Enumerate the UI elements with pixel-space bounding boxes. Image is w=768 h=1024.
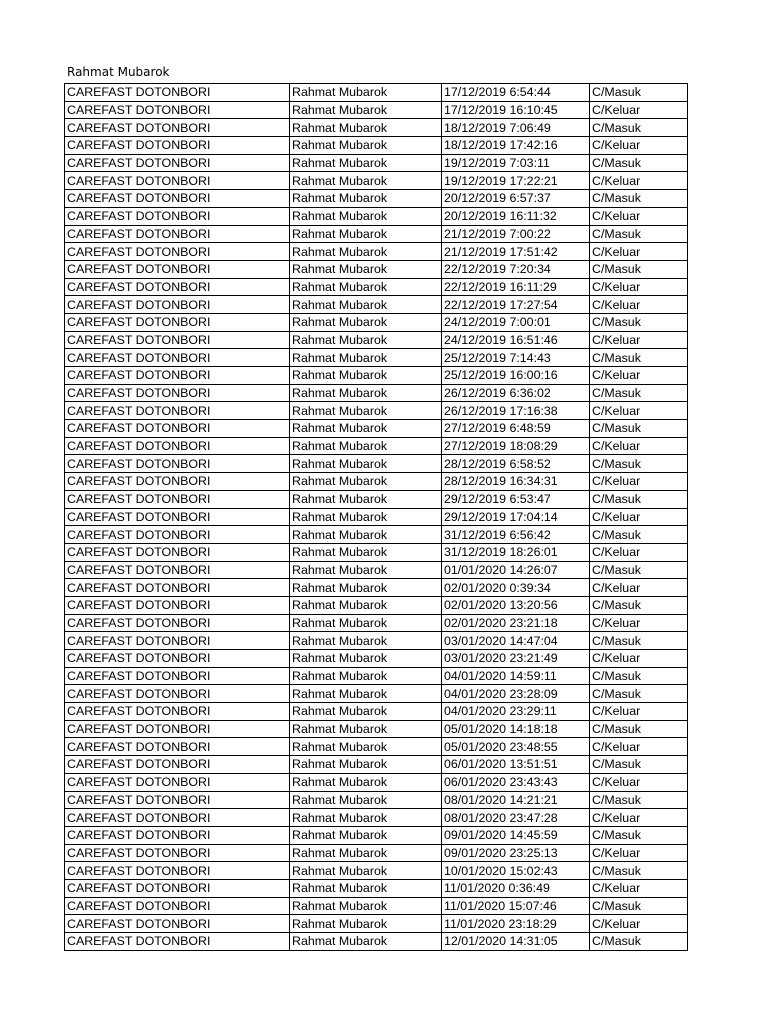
timestamp-cell: 28/12/2019 16:34:31 <box>442 473 590 491</box>
status-cell: C/Masuk <box>590 420 688 438</box>
status-cell: C/Keluar <box>590 243 688 261</box>
employee-cell: Rahmat Mubarok <box>290 349 442 367</box>
status-cell: C/Keluar <box>590 844 688 862</box>
table-row <box>65 490 688 508</box>
timestamp-cell: 25/12/2019 16:00:16 <box>442 367 590 385</box>
site-cell: CAREFAST DOTONBORI <box>65 137 290 155</box>
site-cell: CAREFAST DOTONBORI <box>65 278 290 296</box>
site-cell: CAREFAST DOTONBORI <box>65 826 290 844</box>
employee-cell: Rahmat Mubarok <box>290 313 442 331</box>
site-cell: CAREFAST DOTONBORI <box>65 455 290 473</box>
status-cell: C/Keluar <box>590 101 688 119</box>
timestamp-cell: 10/01/2020 15:02:43 <box>442 862 590 880</box>
site-cell: CAREFAST DOTONBORI <box>65 650 290 668</box>
status-cell: C/Masuk <box>590 596 688 614</box>
employee-cell: Rahmat Mubarok <box>290 260 442 278</box>
employee-cell: Rahmat Mubarok <box>290 154 442 172</box>
table-row <box>65 260 688 278</box>
employee-cell: Rahmat Mubarok <box>290 384 442 402</box>
site-cell: CAREFAST DOTONBORI <box>65 437 290 455</box>
timestamp-cell: 05/01/2020 23:48:55 <box>442 738 590 756</box>
timestamp-cell: 29/12/2019 6:53:47 <box>442 490 590 508</box>
table-row <box>65 933 688 951</box>
table-row <box>65 137 688 155</box>
table-row <box>65 703 688 721</box>
employee-cell: Rahmat Mubarok <box>290 738 442 756</box>
employee-cell: Rahmat Mubarok <box>290 526 442 544</box>
table-row <box>65 420 688 438</box>
site-cell: CAREFAST DOTONBORI <box>65 225 290 243</box>
site-cell: CAREFAST DOTONBORI <box>65 738 290 756</box>
timestamp-cell: 02/01/2020 13:20:56 <box>442 596 590 614</box>
employee-cell: Rahmat Mubarok <box>290 703 442 721</box>
employee-cell: Rahmat Mubarok <box>290 296 442 314</box>
status-cell: C/Masuk <box>590 119 688 137</box>
timestamp-cell: 09/01/2020 23:25:13 <box>442 844 590 862</box>
status-cell: C/Keluar <box>590 614 688 632</box>
table-row <box>65 437 688 455</box>
status-cell: C/Keluar <box>590 473 688 491</box>
site-cell: CAREFAST DOTONBORI <box>65 490 290 508</box>
status-cell: C/Masuk <box>590 826 688 844</box>
timestamp-cell: 31/12/2019 18:26:01 <box>442 543 590 561</box>
employee-cell: Rahmat Mubarok <box>290 437 442 455</box>
timestamp-cell: 03/01/2020 14:47:04 <box>442 632 590 650</box>
timestamp-cell: 04/01/2020 14:59:11 <box>442 667 590 685</box>
timestamp-cell: 22/12/2019 7:20:34 <box>442 260 590 278</box>
table-row <box>65 119 688 137</box>
employee-cell: Rahmat Mubarok <box>290 933 442 951</box>
site-cell: CAREFAST DOTONBORI <box>65 402 290 420</box>
employee-cell: Rahmat Mubarok <box>290 207 442 225</box>
status-cell: C/Masuk <box>590 897 688 915</box>
site-cell: CAREFAST DOTONBORI <box>65 367 290 385</box>
table-row <box>65 720 688 738</box>
employee-cell: Rahmat Mubarok <box>290 402 442 420</box>
table-row <box>65 455 688 473</box>
timestamp-cell: 18/12/2019 7:06:49 <box>442 119 590 137</box>
site-cell: CAREFAST DOTONBORI <box>65 84 290 102</box>
status-cell: C/Keluar <box>590 915 688 933</box>
table-row <box>65 862 688 880</box>
site-cell: CAREFAST DOTONBORI <box>65 526 290 544</box>
timestamp-cell: 22/12/2019 16:11:29 <box>442 278 590 296</box>
site-cell: CAREFAST DOTONBORI <box>65 791 290 809</box>
timestamp-cell: 20/12/2019 16:11:32 <box>442 207 590 225</box>
table-row <box>65 473 688 491</box>
site-cell: CAREFAST DOTONBORI <box>65 809 290 827</box>
employee-cell: Rahmat Mubarok <box>290 862 442 880</box>
timestamp-cell: 24/12/2019 7:00:01 <box>442 313 590 331</box>
site-cell: CAREFAST DOTONBORI <box>65 190 290 208</box>
timestamp-cell: 08/01/2020 23:47:28 <box>442 809 590 827</box>
employee-cell: Rahmat Mubarok <box>290 367 442 385</box>
site-cell: CAREFAST DOTONBORI <box>65 720 290 738</box>
employee-cell: Rahmat Mubarok <box>290 190 442 208</box>
site-cell: CAREFAST DOTONBORI <box>65 756 290 774</box>
status-cell: C/Keluar <box>590 437 688 455</box>
site-cell: CAREFAST DOTONBORI <box>65 773 290 791</box>
status-cell: C/Keluar <box>590 879 688 897</box>
table-row <box>65 225 688 243</box>
employee-cell: Rahmat Mubarok <box>290 809 442 827</box>
timestamp-cell: 11/01/2020 23:18:29 <box>442 915 590 933</box>
timestamp-cell: 19/12/2019 7:03:11 <box>442 154 590 172</box>
site-cell: CAREFAST DOTONBORI <box>65 879 290 897</box>
site-cell: CAREFAST DOTONBORI <box>65 561 290 579</box>
status-cell: C/Masuk <box>590 756 688 774</box>
table-row <box>65 897 688 915</box>
timestamp-cell: 03/01/2020 23:21:49 <box>442 650 590 668</box>
employee-cell: Rahmat Mubarok <box>290 844 442 862</box>
site-cell: CAREFAST DOTONBORI <box>65 543 290 561</box>
status-cell: C/Masuk <box>590 225 688 243</box>
table-row <box>65 101 688 119</box>
table-row <box>65 84 688 102</box>
status-cell: C/Masuk <box>590 384 688 402</box>
table-row <box>65 738 688 756</box>
site-cell: CAREFAST DOTONBORI <box>65 667 290 685</box>
employee-cell: Rahmat Mubarok <box>290 685 442 703</box>
employee-cell: Rahmat Mubarok <box>290 879 442 897</box>
table-row <box>65 614 688 632</box>
timestamp-cell: 09/01/2020 14:45:59 <box>442 826 590 844</box>
table-row <box>65 685 688 703</box>
site-cell: CAREFAST DOTONBORI <box>65 596 290 614</box>
table-row <box>65 667 688 685</box>
table-row <box>65 278 688 296</box>
table-row <box>65 190 688 208</box>
status-cell: C/Keluar <box>590 331 688 349</box>
employee-cell: Rahmat Mubarok <box>290 473 442 491</box>
timestamp-cell: 04/01/2020 23:28:09 <box>442 685 590 703</box>
employee-cell: Rahmat Mubarok <box>290 331 442 349</box>
status-cell: C/Keluar <box>590 508 688 526</box>
status-cell: C/Masuk <box>590 862 688 880</box>
status-cell: C/Keluar <box>590 773 688 791</box>
status-cell: C/Masuk <box>590 190 688 208</box>
site-cell: CAREFAST DOTONBORI <box>65 207 290 225</box>
employee-cell: Rahmat Mubarok <box>290 579 442 597</box>
employee-cell: Rahmat Mubarok <box>290 420 442 438</box>
timestamp-cell: 27/12/2019 6:48:59 <box>442 420 590 438</box>
employee-cell: Rahmat Mubarok <box>290 614 442 632</box>
timestamp-cell: 29/12/2019 17:04:14 <box>442 508 590 526</box>
attendance-table <box>64 83 688 951</box>
table-row <box>65 826 688 844</box>
status-cell: C/Masuk <box>590 526 688 544</box>
employee-cell: Rahmat Mubarok <box>290 561 442 579</box>
timestamp-cell: 26/12/2019 17:16:38 <box>442 402 590 420</box>
table-row <box>65 367 688 385</box>
employee-cell: Rahmat Mubarok <box>290 650 442 668</box>
status-cell: C/Keluar <box>590 367 688 385</box>
table-row <box>65 844 688 862</box>
employee-cell: Rahmat Mubarok <box>290 243 442 261</box>
employee-cell: Rahmat Mubarok <box>290 172 442 190</box>
status-cell: C/Masuk <box>590 154 688 172</box>
site-cell: CAREFAST DOTONBORI <box>65 685 290 703</box>
site-cell: CAREFAST DOTONBORI <box>65 172 290 190</box>
employee-cell: Rahmat Mubarok <box>290 508 442 526</box>
status-cell: C/Keluar <box>590 172 688 190</box>
employee-cell: Rahmat Mubarok <box>290 278 442 296</box>
site-cell: CAREFAST DOTONBORI <box>65 844 290 862</box>
timestamp-cell: 04/01/2020 23:29:11 <box>442 703 590 721</box>
status-cell: C/Masuk <box>590 632 688 650</box>
table-row <box>65 207 688 225</box>
table-row <box>65 915 688 933</box>
employee-cell: Rahmat Mubarok <box>290 119 442 137</box>
status-cell: C/Keluar <box>590 207 688 225</box>
table-row <box>65 331 688 349</box>
site-cell: CAREFAST DOTONBORI <box>65 897 290 915</box>
timestamp-cell: 27/12/2019 18:08:29 <box>442 437 590 455</box>
table-row <box>65 561 688 579</box>
site-cell: CAREFAST DOTONBORI <box>65 384 290 402</box>
table-row <box>65 632 688 650</box>
timestamp-cell: 26/12/2019 6:36:02 <box>442 384 590 402</box>
table-row <box>65 243 688 261</box>
table-row <box>65 296 688 314</box>
site-cell: CAREFAST DOTONBORI <box>65 296 290 314</box>
table-row <box>65 172 688 190</box>
status-cell: C/Keluar <box>590 137 688 155</box>
table-row <box>65 543 688 561</box>
employee-cell: Rahmat Mubarok <box>290 773 442 791</box>
status-cell: C/Masuk <box>590 791 688 809</box>
timestamp-cell: 12/01/2020 14:31:05 <box>442 933 590 951</box>
status-cell: C/Keluar <box>590 703 688 721</box>
employee-cell: Rahmat Mubarok <box>290 225 442 243</box>
employee-cell: Rahmat Mubarok <box>290 791 442 809</box>
timestamp-cell: 21/12/2019 7:00:22 <box>442 225 590 243</box>
site-cell: CAREFAST DOTONBORI <box>65 420 290 438</box>
table-row <box>65 596 688 614</box>
status-cell: C/Masuk <box>590 720 688 738</box>
site-cell: CAREFAST DOTONBORI <box>65 862 290 880</box>
table-row <box>65 384 688 402</box>
timestamp-cell: 24/12/2019 16:51:46 <box>442 331 590 349</box>
page-heading: Rahmat Mubarok <box>67 65 170 79</box>
table-row <box>65 650 688 668</box>
timestamp-cell: 31/12/2019 6:56:42 <box>442 526 590 544</box>
status-cell: C/Keluar <box>590 650 688 668</box>
site-cell: CAREFAST DOTONBORI <box>65 313 290 331</box>
timestamp-cell: 19/12/2019 17:22:21 <box>442 172 590 190</box>
status-cell: C/Keluar <box>590 738 688 756</box>
timestamp-cell: 18/12/2019 17:42:16 <box>442 137 590 155</box>
employee-cell: Rahmat Mubarok <box>290 720 442 738</box>
status-cell: C/Masuk <box>590 490 688 508</box>
site-cell: CAREFAST DOTONBORI <box>65 632 290 650</box>
site-cell: CAREFAST DOTONBORI <box>65 473 290 491</box>
timestamp-cell: 08/01/2020 14:21:21 <box>442 791 590 809</box>
table-row <box>65 313 688 331</box>
status-cell: C/Keluar <box>590 278 688 296</box>
status-cell: C/Masuk <box>590 349 688 367</box>
table-row <box>65 349 688 367</box>
site-cell: CAREFAST DOTONBORI <box>65 703 290 721</box>
site-cell: CAREFAST DOTONBORI <box>65 154 290 172</box>
site-cell: CAREFAST DOTONBORI <box>65 579 290 597</box>
timestamp-cell: 11/01/2020 15:07:46 <box>442 897 590 915</box>
site-cell: CAREFAST DOTONBORI <box>65 915 290 933</box>
site-cell: CAREFAST DOTONBORI <box>65 243 290 261</box>
site-cell: CAREFAST DOTONBORI <box>65 614 290 632</box>
employee-cell: Rahmat Mubarok <box>290 667 442 685</box>
employee-cell: Rahmat Mubarok <box>290 826 442 844</box>
employee-cell: Rahmat Mubarok <box>290 543 442 561</box>
timestamp-cell: 02/01/2020 0:39:34 <box>442 579 590 597</box>
employee-cell: Rahmat Mubarok <box>290 137 442 155</box>
timestamp-cell: 21/12/2019 17:51:42 <box>442 243 590 261</box>
status-cell: C/Keluar <box>590 543 688 561</box>
status-cell: C/Masuk <box>590 667 688 685</box>
timestamp-cell: 02/01/2020 23:21:18 <box>442 614 590 632</box>
site-cell: CAREFAST DOTONBORI <box>65 331 290 349</box>
status-cell: C/Keluar <box>590 809 688 827</box>
timestamp-cell: 11/01/2020 0:36:49 <box>442 879 590 897</box>
table-row <box>65 154 688 172</box>
employee-cell: Rahmat Mubarok <box>290 915 442 933</box>
employee-cell: Rahmat Mubarok <box>290 897 442 915</box>
table-row <box>65 402 688 420</box>
status-cell: C/Keluar <box>590 296 688 314</box>
employee-cell: Rahmat Mubarok <box>290 455 442 473</box>
site-cell: CAREFAST DOTONBORI <box>65 508 290 526</box>
status-cell: C/Keluar <box>590 402 688 420</box>
timestamp-cell: 17/12/2019 6:54:44 <box>442 84 590 102</box>
table-row <box>65 756 688 774</box>
timestamp-cell: 28/12/2019 6:58:52 <box>442 455 590 473</box>
status-cell: C/Masuk <box>590 455 688 473</box>
employee-cell: Rahmat Mubarok <box>290 756 442 774</box>
timestamp-cell: 01/01/2020 14:26:07 <box>442 561 590 579</box>
status-cell: C/Masuk <box>590 561 688 579</box>
status-cell: C/Masuk <box>590 685 688 703</box>
table-row <box>65 791 688 809</box>
table-body <box>65 84 688 951</box>
site-cell: CAREFAST DOTONBORI <box>65 349 290 367</box>
site-cell: CAREFAST DOTONBORI <box>65 119 290 137</box>
timestamp-cell: 25/12/2019 7:14:43 <box>442 349 590 367</box>
status-cell: C/Masuk <box>590 933 688 951</box>
employee-cell: Rahmat Mubarok <box>290 596 442 614</box>
site-cell: CAREFAST DOTONBORI <box>65 260 290 278</box>
timestamp-cell: 20/12/2019 6:57:37 <box>442 190 590 208</box>
timestamp-cell: 06/01/2020 13:51:51 <box>442 756 590 774</box>
table-row <box>65 879 688 897</box>
timestamp-cell: 22/12/2019 17:27:54 <box>442 296 590 314</box>
status-cell: C/Masuk <box>590 260 688 278</box>
site-cell: CAREFAST DOTONBORI <box>65 101 290 119</box>
timestamp-cell: 17/12/2019 16:10:45 <box>442 101 590 119</box>
status-cell: C/Masuk <box>590 84 688 102</box>
employee-cell: Rahmat Mubarok <box>290 101 442 119</box>
table-row <box>65 579 688 597</box>
table-row <box>65 526 688 544</box>
table-row <box>65 508 688 526</box>
status-cell: C/Masuk <box>590 313 688 331</box>
site-cell: CAREFAST DOTONBORI <box>65 933 290 951</box>
employee-cell: Rahmat Mubarok <box>290 84 442 102</box>
employee-cell: Rahmat Mubarok <box>290 632 442 650</box>
status-cell: C/Keluar <box>590 579 688 597</box>
table-row <box>65 809 688 827</box>
timestamp-cell: 06/01/2020 23:43:43 <box>442 773 590 791</box>
timestamp-cell: 05/01/2020 14:18:18 <box>442 720 590 738</box>
table-row <box>65 773 688 791</box>
employee-cell: Rahmat Mubarok <box>290 490 442 508</box>
